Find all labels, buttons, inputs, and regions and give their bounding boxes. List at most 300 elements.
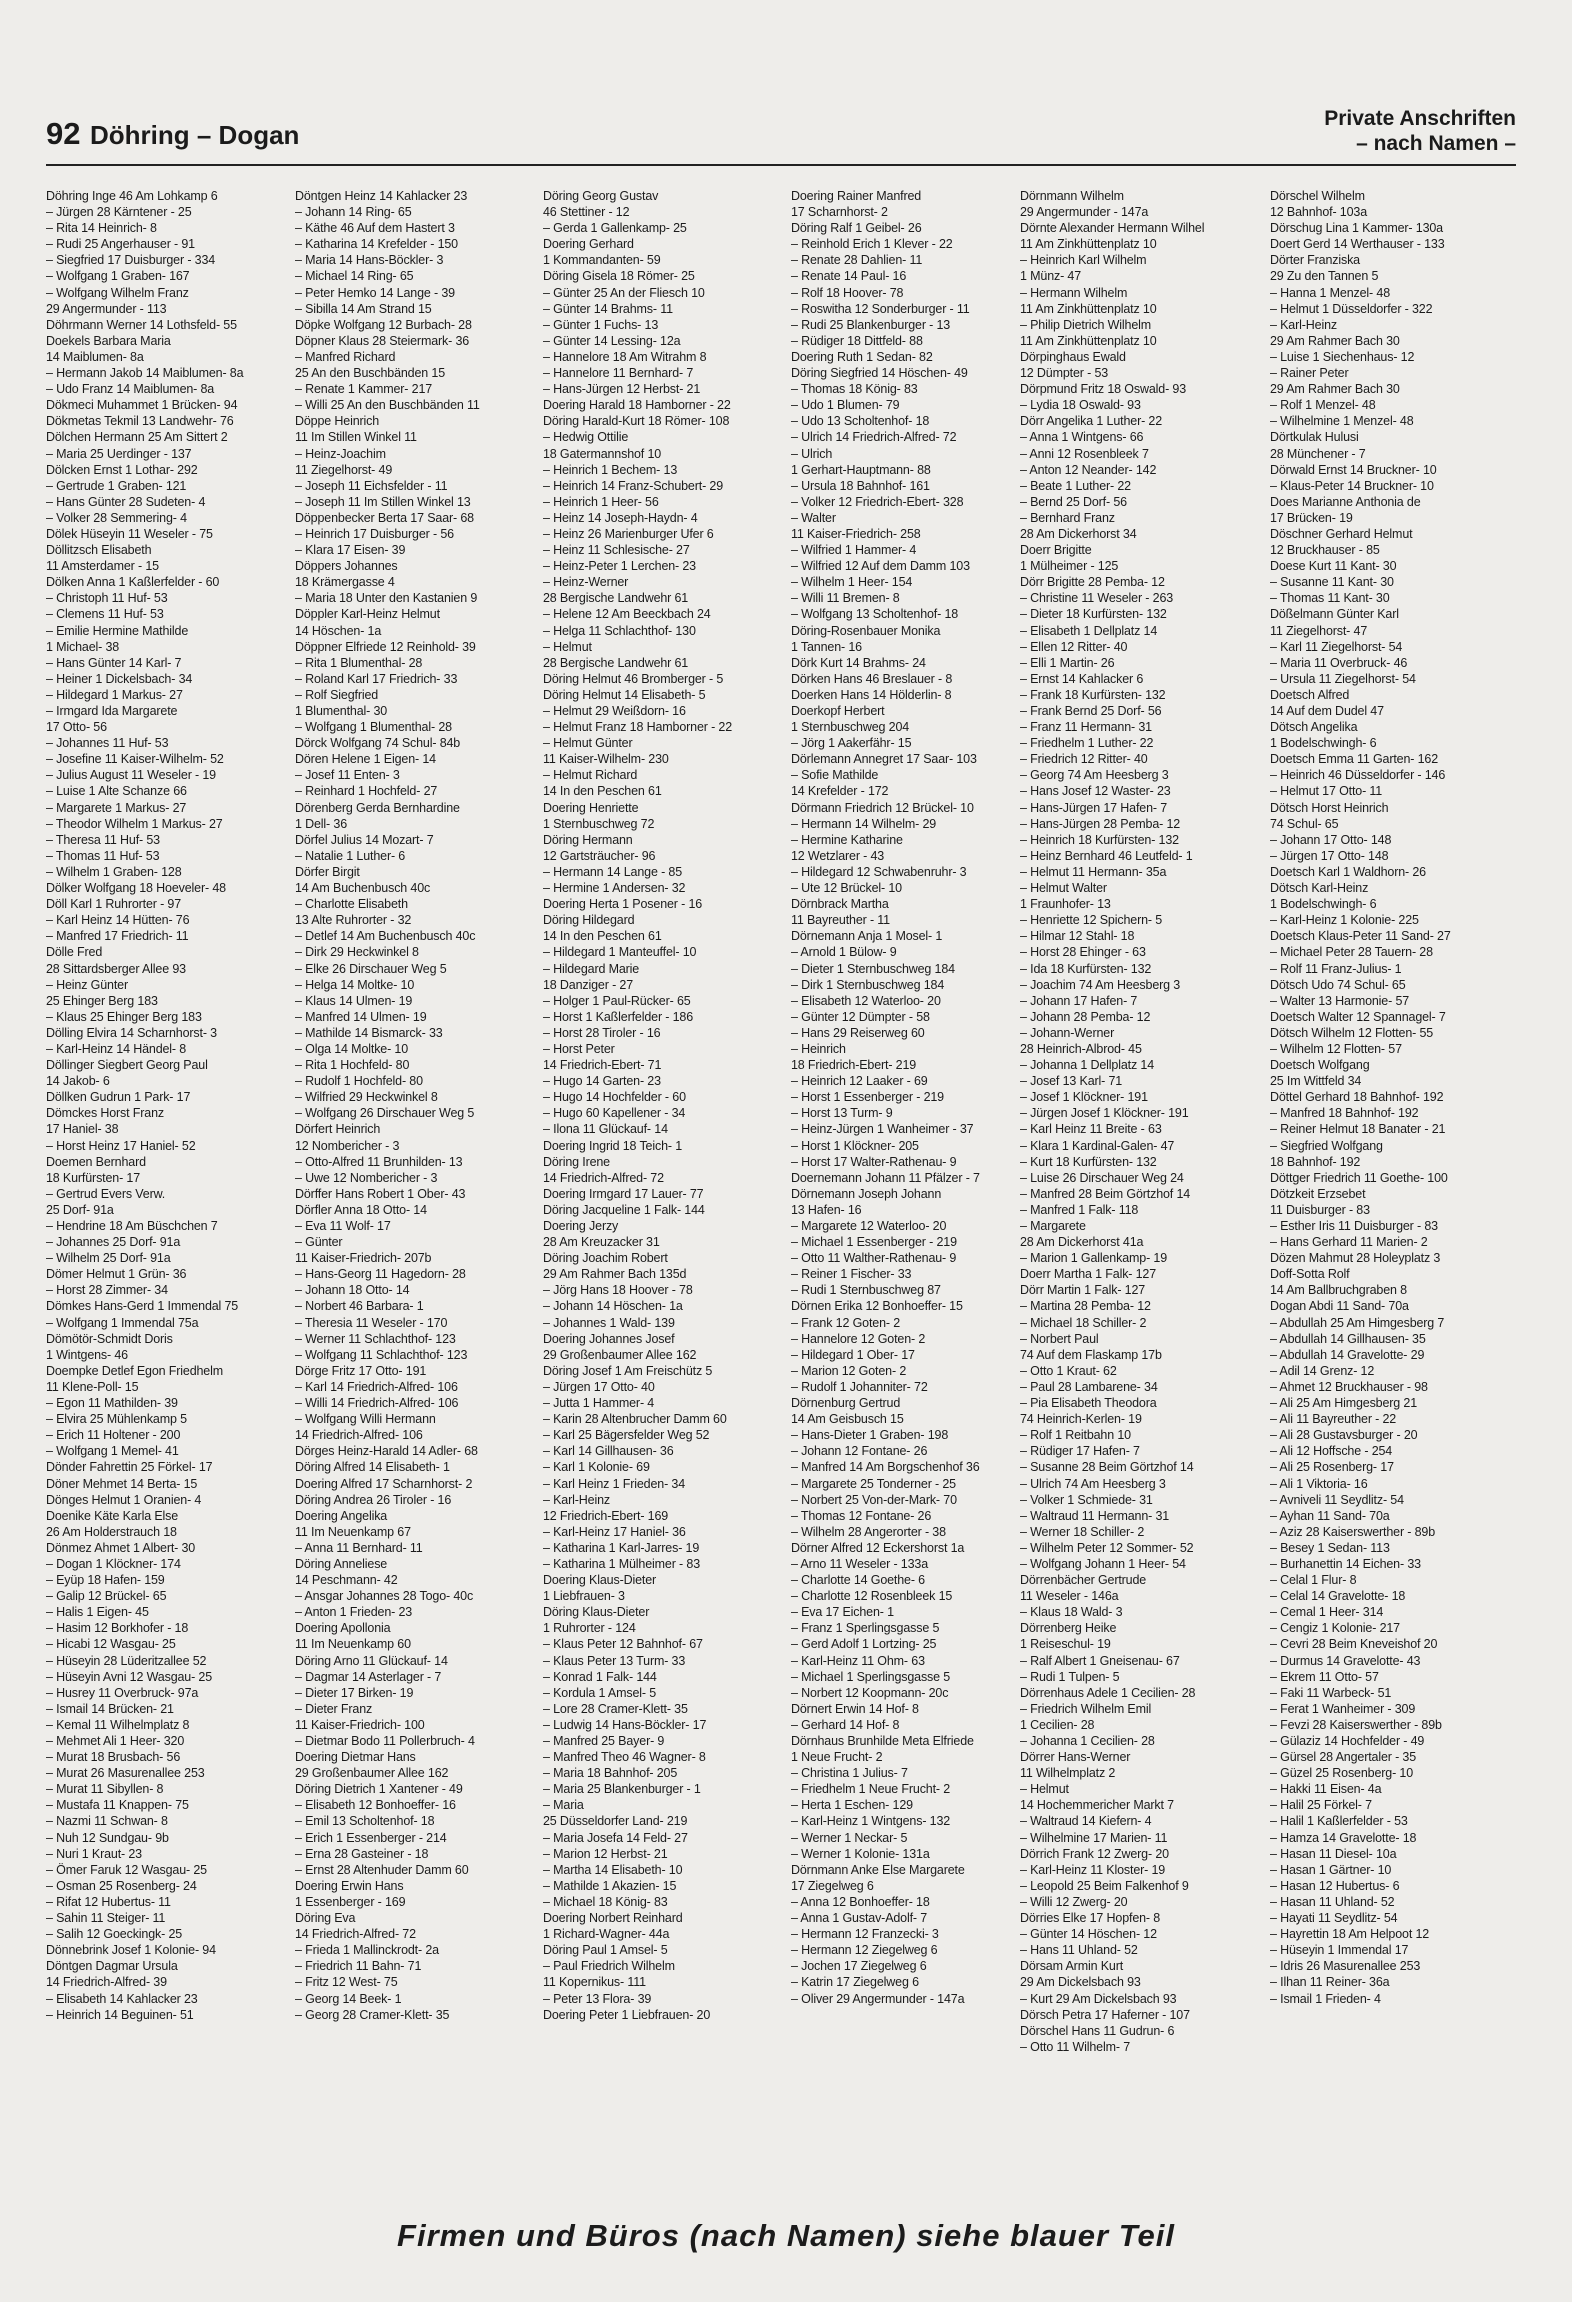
directory-entry: – Hugo 14 Garten- 23 bbox=[543, 1074, 661, 1089]
directory-entry: Döttger Friedrich 11 Goethe- 100 bbox=[1270, 1170, 1448, 1185]
directory-entry: Dörlemann Annegret 17 Saar- 103 bbox=[791, 752, 977, 767]
directory-entry: Döring Siegfried 14 Höschen- 49 bbox=[791, 366, 968, 381]
directory-entry: – Ilhan 11 Reiner- 36a bbox=[1270, 1975, 1390, 1990]
directory-entry: – Willi 14 Friedrich-Alfred- 106 bbox=[295, 1396, 459, 1411]
directory-entry: 1 Tannen- 16 bbox=[791, 639, 862, 654]
directory-entry: 11 Kaiser-Friedrich- 100 bbox=[295, 1717, 425, 1732]
directory-entry: – Hans-Jürgen 17 Hafen- 7 bbox=[1020, 800, 1168, 815]
directory-entry: – Maria Josefa 14 Feld- 27 bbox=[543, 1830, 688, 1845]
directory-entry: Dölek Hüseyin 11 Weseler - 75 bbox=[46, 526, 213, 541]
directory-entry: – Karl 11 Ziegelhorst- 54 bbox=[1270, 639, 1403, 654]
directory-entry: Doetsch Alfred bbox=[1270, 687, 1350, 702]
directory-entry: – Eva 17 Eichen- 1 bbox=[791, 1605, 894, 1620]
directory-entry: – Lore 28 Cramer-Klett- 35 bbox=[543, 1701, 688, 1716]
directory-entry: Doering Gerhard bbox=[543, 237, 634, 252]
directory-entry: – Karl Heinz 1 Frieden- 34 bbox=[543, 1476, 686, 1491]
directory-entry: 14 Friedrich-Alfred- 72 bbox=[295, 1927, 416, 1942]
directory-entry: 11 Am Zinkhüttenplatz 10 bbox=[1020, 301, 1157, 316]
directory-entry: – Karl Heinz 11 Breite - 63 bbox=[1020, 1122, 1162, 1137]
directory-entry: – Ilona 11 Glückauf- 14 bbox=[543, 1122, 668, 1137]
directory-entry: 17 Brücken- 19 bbox=[1270, 510, 1353, 525]
directory-entry: Döring Arno 11 Glückauf- 14 bbox=[295, 1653, 448, 1668]
directory-entry: – Norbert 46 Barbara- 1 bbox=[295, 1299, 424, 1314]
directory-entry: Döring Alfred 14 Elisabeth- 1 bbox=[295, 1460, 450, 1475]
directory-entry: – Maria 14 Hans-Böckler- 3 bbox=[295, 253, 444, 268]
directory-entry: – Charlotte 12 Rosenbleek 15 bbox=[791, 1589, 953, 1604]
directory-entry: – Wolfgang 26 Dirschauer Weg 5 bbox=[295, 1106, 475, 1121]
directory-entry: – Rudolf 1 Hochfeld- 80 bbox=[295, 1074, 423, 1089]
directory-entry: – Helmut Richard bbox=[543, 768, 638, 783]
directory-entry: – Ali 25 Am Himgesberg 21 bbox=[1270, 1396, 1418, 1411]
directory-entry: – Friedrich Wilhelm Emil bbox=[1020, 1701, 1152, 1716]
directory-entry: – Elisabeth 14 Kahlacker 23 bbox=[46, 1991, 198, 2006]
directory-entry: – Gerhard 14 Hof- 8 bbox=[791, 1717, 900, 1732]
directory-entry: – Ute 12 Brückel- 10 bbox=[791, 881, 902, 896]
directory-entry: – Osman 25 Rosenberg- 24 bbox=[46, 1878, 197, 1893]
directory-entry: Doering Jerzy bbox=[543, 1219, 619, 1233]
directory-entry: – Luise 26 Dirschauer Weg 24 bbox=[1020, 1170, 1184, 1185]
directory-entry: Dötsch Wilhelm 12 Flotten- 55 bbox=[1270, 1025, 1434, 1040]
directory-entry: – Ulrich bbox=[791, 446, 833, 461]
directory-entry: – Wilhelm 1 Graben- 128 bbox=[46, 864, 182, 879]
directory-entry: – Wolfgang 13 Scholtenhof- 18 bbox=[791, 607, 959, 622]
directory-entry: – Hans Günter 28 Sudeten- 4 bbox=[46, 494, 206, 509]
directory-entry: Dölken Anna 1 Kaßlerfelder - 60 bbox=[46, 575, 220, 590]
directory-entry: 12 Bruckhauser - 85 bbox=[1270, 543, 1380, 558]
directory-entry: – Jürgen Josef 1 Klöckner- 191 bbox=[1020, 1106, 1189, 1121]
directory-entry: – Anna 11 Bernhard- 11 bbox=[295, 1540, 423, 1555]
directory-entry: Dörner Alfred 12 Eckershorst 1a bbox=[791, 1540, 965, 1555]
directory-entry: – Franz 11 Hermann- 31 bbox=[1020, 720, 1152, 735]
directory-entry: – Karl-Heinz 1 Wintgens- 132 bbox=[791, 1814, 951, 1829]
directory-entry: Dötsch Karl-Heinz bbox=[1270, 881, 1369, 896]
directory-entry: – Luise 1 Alte Schanze 66 bbox=[46, 784, 187, 799]
directory-entry: – Wilfried 1 Hammer- 4 bbox=[791, 543, 917, 558]
directory-entry: – Marion 12 Goten- 2 bbox=[791, 1363, 907, 1378]
directory-entry: – Heinrich 17 Duisburger - 56 bbox=[295, 526, 454, 541]
directory-entry: – Wilhelm Peter 12 Sommer- 52 bbox=[1020, 1540, 1194, 1555]
directory-entry: – Ernst 14 Kahlacker 6 bbox=[1020, 671, 1144, 686]
directory-entry: – Johann 17 Otto- 148 bbox=[1270, 832, 1392, 847]
directory-entry: – Emil 13 Scholtenhof- 18 bbox=[295, 1814, 435, 1829]
directory-entry: Döntgen Heinz 14 Kahlacker 23 bbox=[295, 189, 468, 203]
directory-entry: Doering Klaus-Dieter bbox=[543, 1573, 657, 1588]
section-title-line1: Private Anschriften bbox=[1324, 107, 1516, 130]
page-header bbox=[46, 102, 1516, 164]
directory-entry: Dörfert Heinrich bbox=[295, 1122, 381, 1137]
directory-entry: – Theodor Wilhelm 1 Markus- 27 bbox=[46, 816, 223, 831]
directory-entry: – Abdullah 14 Gravelotte- 29 bbox=[1270, 1347, 1425, 1362]
directory-entry: 1 Liebfrauen- 3 bbox=[543, 1589, 625, 1604]
directory-entry: – Arnold 1 Bülow- 9 bbox=[791, 945, 897, 960]
directory-entry: – Sibilla 14 Am Strand 15 bbox=[295, 301, 432, 316]
directory-entry: – Johann 28 Pemba- 12 bbox=[1020, 1009, 1151, 1024]
directory-entry: – Wilhelm 1 Heer- 154 bbox=[791, 575, 913, 590]
directory-entry: – Erich 11 Holtener - 200 bbox=[46, 1428, 181, 1443]
directory-entry: Döring Gisela 18 Römer- 25 bbox=[543, 269, 695, 284]
directory-entry: – Ali 1 Viktoria- 16 bbox=[1270, 1476, 1368, 1491]
directory-entry: 29 Am Rahmer Bach 30 bbox=[1270, 333, 1400, 348]
directory-entry: Döring Hildegard bbox=[543, 913, 635, 928]
directory-entry: – Celal 14 Gravelotte- 18 bbox=[1270, 1589, 1406, 1604]
directory-entry: – Katharina 1 Karl-Jarres- 19 bbox=[543, 1540, 700, 1555]
directory-entry: – Henriette 12 Spichern- 5 bbox=[1020, 913, 1163, 928]
directory-entry: – Sahin 11 Steiger- 11 bbox=[46, 1911, 166, 1926]
directory-entry: Döring Hermann bbox=[543, 832, 633, 847]
directory-entry: – Helmut Günter bbox=[543, 736, 633, 751]
directory-entry: – Hasan 1 Gärtner- 10 bbox=[1270, 1862, 1392, 1877]
directory-entry: Doetsch Emma 11 Garten- 162 bbox=[1270, 752, 1439, 767]
directory-entry: – Anton 1 Frieden- 23 bbox=[295, 1605, 413, 1620]
directory-entry: – Heinrich 46 Düsseldorfer - 146 bbox=[1270, 768, 1446, 783]
directory-entry: Dömckes Horst Franz bbox=[46, 1106, 165, 1121]
directory-entry: – Georg 74 Am Heesberg 3 bbox=[1020, 768, 1169, 783]
directory-entry: – Wolfgang 1 Blumenthal- 28 bbox=[295, 720, 452, 735]
directory-entry: – Fevzi 28 Kaiserswerther - 89b bbox=[1270, 1717, 1442, 1732]
directory-entry: – Michael 1 Sperlingsgasse 5 bbox=[791, 1669, 951, 1684]
directory-entry: – Arno 11 Weseler - 133a bbox=[791, 1556, 928, 1571]
directory-entry: 29 Am Rahmer Bach 135d bbox=[543, 1267, 687, 1282]
directory-entry: – Heiner 1 Dickelsbach- 34 bbox=[46, 671, 193, 686]
directory-entry: – Georg 28 Cramer-Klett- 35 bbox=[295, 2007, 450, 2022]
directory-entry: – Susanne 11 Kant- 30 bbox=[1270, 575, 1394, 590]
directory-entry: 13 Hafen- 16 bbox=[791, 1202, 862, 1217]
directory-entry: 18 Bahnhof- 192 bbox=[1270, 1154, 1361, 1169]
directory-entry: Dötsch Horst Heinrich bbox=[1270, 800, 1389, 815]
directory-entry: Dörwald Ernst 14 Bruckner- 10 bbox=[1270, 462, 1437, 477]
directory-entry: – Heinrich 1 Bechem- 13 bbox=[543, 462, 678, 477]
directory-entry: Doering Irmgard 17 Lauer- 77 bbox=[543, 1186, 704, 1201]
directory-entry: – Günter 25 An der Fliesch 10 bbox=[543, 285, 705, 300]
directory-entry: – Fritz 12 West- 75 bbox=[295, 1975, 398, 1990]
directory-entry: – Hildegard 1 Ober- 17 bbox=[791, 1347, 915, 1362]
directory-entry: 12 Nombericher - 3 bbox=[295, 1138, 400, 1153]
directory-entry: Dörpinghaus Ewald bbox=[1020, 349, 1126, 364]
directory-entry: – Otto 1 Kraut- 62 bbox=[1020, 1363, 1117, 1378]
directory-entry: – Horst 28 Zimmer- 34 bbox=[46, 1283, 168, 1298]
directory-entry: – Manfred Theo 46 Wagner- 8 bbox=[543, 1750, 706, 1765]
directory-entry: – Charlotte Elisabeth bbox=[295, 897, 408, 912]
directory-entry: – Hilmar 12 Stahl- 18 bbox=[1020, 929, 1135, 944]
directory-entry: – Hugo 60 Kapellener - 34 bbox=[543, 1106, 686, 1121]
directory-entry: – Anna 1 Gustav-Adolf- 7 bbox=[791, 1911, 928, 1926]
directory-entry: – Mathilde 1 Akazien- 15 bbox=[543, 1878, 677, 1893]
directory-entry: – Kurt 18 Kurfürsten- 132 bbox=[1020, 1154, 1157, 1169]
directory-entry: – Horst 1 Klöckner- 205 bbox=[791, 1138, 919, 1153]
directory-entry: 11 Kaiser-Friedrich- 207b bbox=[295, 1251, 432, 1266]
directory-entry: – Rainer Peter bbox=[1270, 366, 1349, 381]
directory-entry: – Hildegard Marie bbox=[543, 961, 640, 976]
directory-entry: Doempke Detlef Egon Friedhelm bbox=[46, 1363, 223, 1378]
directory-entry: – Joseph 11 Im Stillen Winkel 13 bbox=[295, 494, 471, 509]
directory-entry: – Otto-Alfred 11 Brunhilden- 13 bbox=[295, 1154, 463, 1169]
directory-entry: – Roland Karl 17 Friedrich- 33 bbox=[295, 671, 458, 686]
directory-entry: Döring Georg Gustav bbox=[543, 189, 659, 203]
directory-entry: – Aziz 28 Kaiserswerther - 89b bbox=[1270, 1524, 1436, 1539]
directory-entry: – Gertrud Evers Verw. bbox=[46, 1186, 166, 1201]
directory-entry: 11 Kopernikus- 111 bbox=[543, 1975, 646, 1990]
directory-entry: – Hermann 14 Wilhelm- 29 bbox=[791, 816, 937, 831]
directory-entry: 28 Bergische Landwehr 61 bbox=[543, 655, 689, 670]
directory-entry: Doenike Käte Karla Else bbox=[46, 1508, 179, 1523]
directory-entry: Doering Ingrid 18 Teich- 1 bbox=[543, 1138, 683, 1153]
directory-entry: 11 Klene-Poll- 15 bbox=[46, 1379, 139, 1394]
directory-entry: Doering Dietmar Hans bbox=[295, 1750, 416, 1765]
directory-entry: – Michael 18 König- 83 bbox=[543, 1894, 668, 1909]
directory-entry: – Johann 14 Ring- 65 bbox=[295, 205, 412, 220]
directory-columns bbox=[46, 188, 1516, 2190]
directory-entry: – Klara 1 Kardinal-Galen- 47 bbox=[1020, 1138, 1175, 1153]
directory-entry: Döntgen Dagmar Ursula bbox=[46, 1959, 178, 1974]
directory-entry: – Willi 12 Zwerg- 20 bbox=[1020, 1894, 1128, 1909]
directory-entry: 25 Düsseldorfer Land- 219 bbox=[543, 1814, 688, 1829]
directory-entry: Döhrmann Werner 14 Lothsfeld- 55 bbox=[46, 317, 237, 332]
directory-entry: – Holger 1 Paul-Rücker- 65 bbox=[543, 993, 691, 1008]
directory-entry: Döner Mehmet 14 Berta- 15 bbox=[46, 1476, 198, 1491]
directory-entry: Döllinger Siegbert Georg Paul bbox=[46, 1058, 208, 1073]
directory-entry: – Wolfgang 1 Memel- 41 bbox=[46, 1444, 179, 1459]
directory-entry: – Ferat 1 Wanheimer - 309 bbox=[1270, 1701, 1416, 1716]
header-rule bbox=[46, 164, 1516, 166]
directory-entry: Doering Henriette bbox=[543, 800, 639, 815]
directory-entry: – Hermann 12 Ziegelweg 6 bbox=[791, 1943, 938, 1958]
directory-entry: Doering Angelika bbox=[295, 1508, 388, 1523]
directory-entry: Dörges Heinz-Harald 14 Adler- 68 bbox=[295, 1444, 478, 1459]
directory-entry: Doering Ruth 1 Sedan- 82 bbox=[791, 349, 933, 364]
directory-entry: – Halis 1 Eigen- 45 bbox=[46, 1605, 149, 1620]
directory-entry: – Hermann 12 Franzecki- 3 bbox=[791, 1927, 939, 1942]
directory-entry: – Abdullah 14 Gillhausen- 35 bbox=[1270, 1331, 1426, 1346]
directory-entry: – Nazmi 11 Schwan- 8 bbox=[46, 1814, 168, 1829]
directory-entry: – Michael 14 Ring- 65 bbox=[295, 269, 414, 284]
directory-entry: Doert Gerd 14 Werthauser - 133 bbox=[1270, 237, 1445, 252]
directory-entry: Doekels Barbara Maria bbox=[46, 333, 171, 348]
directory-entry: – Beate 1 Luther- 22 bbox=[1020, 478, 1131, 493]
directory-entry: – Gerd Adolf 1 Lortzing- 25 bbox=[791, 1637, 937, 1652]
directory-entry: 14 Hochemmericher Markt 7 bbox=[1020, 1798, 1174, 1813]
directory-entry: – Dirk 1 Sternbuschweg 184 bbox=[791, 977, 945, 992]
directory-entry: – Udo 13 Scholtenhof- 18 bbox=[791, 414, 930, 429]
directory-entry: Döppe Heinrich bbox=[295, 414, 380, 429]
directory-entry: – Hasan 12 Hubertus- 6 bbox=[1270, 1878, 1400, 1893]
directory-entry: Doetsch Walter 12 Spannagel- 7 bbox=[1270, 1009, 1446, 1024]
directory-entry: – Wolfgang Johann 1 Heer- 54 bbox=[1020, 1556, 1186, 1571]
directory-entry: – Helmut Walter bbox=[1020, 881, 1107, 896]
directory-entry: 14 Am Buchenbusch 40c bbox=[295, 881, 431, 896]
directory-entry: – Eyüp 18 Hafen- 159 bbox=[46, 1573, 165, 1588]
directory-entry: – Ali 11 Bayreuther - 22 bbox=[1270, 1412, 1397, 1427]
directory-entry: Dörfel Julius 14 Mozart- 7 bbox=[295, 832, 434, 847]
directory-entry: – Klaus 18 Wald- 3 bbox=[1020, 1605, 1123, 1620]
directory-entry: Dörrenbächer Gertrude bbox=[1020, 1573, 1147, 1588]
directory-entry: – Willi 25 An den Buschbänden 11 bbox=[295, 398, 480, 413]
directory-entry: Döring Ralf 1 Geibel- 26 bbox=[791, 221, 922, 236]
directory-entry: 17 Ziegelweg 6 bbox=[791, 1878, 874, 1893]
directory-entry: – Wolfgang 1 Graben- 167 bbox=[46, 269, 190, 284]
directory-entry: Dörrenhaus Adele 1 Cecilien- 28 bbox=[1020, 1685, 1196, 1700]
directory-entry: 11 Am Zinkhüttenplatz 10 bbox=[1020, 333, 1157, 348]
directory-entry: – Volker 1 Schmiede- 31 bbox=[1020, 1492, 1153, 1507]
directory-entry: – Helga 11 Schlachthof- 130 bbox=[543, 623, 696, 638]
directory-entry: – Waltraud 14 Kiefern- 4 bbox=[1020, 1814, 1152, 1829]
directory-entry: Dörnemann Anja 1 Mosel- 1 bbox=[791, 929, 943, 944]
directory-entry: Doese Kurt 11 Kant- 30 bbox=[1270, 559, 1397, 574]
directory-entry: Döring Harald-Kurt 18 Römer- 108 bbox=[543, 414, 730, 429]
directory-entry: – Hans-Dieter 1 Graben- 198 bbox=[791, 1428, 949, 1443]
directory-entry: – Mustafa 11 Knappen- 75 bbox=[46, 1798, 189, 1813]
directory-entry: – Klaus 25 Ehinger Berg 183 bbox=[46, 1009, 202, 1024]
directory-entry: – Johannes 25 Dorf- 91a bbox=[46, 1235, 181, 1250]
directory-entry: 1 Sternbuschweg 72 bbox=[543, 816, 655, 831]
directory-entry: – Heinz-Werner bbox=[543, 575, 629, 590]
directory-entry: Dörnmann Anke Else Margarete bbox=[791, 1862, 965, 1877]
directory-entry: 25 Ehinger Berg 183 bbox=[46, 993, 158, 1008]
directory-entry: – Horst 17 Walter-Rathenau- 9 bbox=[791, 1154, 957, 1169]
directory-entry: – Bernhard Franz bbox=[1020, 510, 1115, 525]
directory-entry: – Lydia 18 Oswald- 93 bbox=[1020, 398, 1141, 413]
section-title bbox=[1324, 106, 1516, 156]
directory-entry: – Manfred 14 Ulmen- 19 bbox=[295, 1009, 427, 1024]
directory-entry: Doernemann Johann 11 Pfälzer - 7 bbox=[791, 1170, 980, 1185]
directory-entry: – Thomas 18 König- 83 bbox=[791, 382, 918, 397]
directory-entry: 14 In den Peschen 61 bbox=[543, 784, 662, 799]
directory-entry: Döpke Wolfgang 12 Burbach- 28 bbox=[295, 317, 472, 332]
directory-entry: – Jürgen 28 Kärntener - 25 bbox=[46, 205, 192, 220]
directory-entry: – Wilhelm 12 Flotten- 57 bbox=[1270, 1041, 1402, 1056]
directory-entry: – Günter 1 Fuchs- 13 bbox=[543, 317, 659, 332]
directory-entry: – Philip Dietrich Wilhelm bbox=[1020, 317, 1152, 332]
directory-entry: – Christina 1 Julius- 7 bbox=[791, 1766, 908, 1781]
directory-entry: Döhring Inge 46 Am Lohkamp 6 bbox=[46, 189, 218, 203]
directory-entry: – Jürgen 17 Otto- 148 bbox=[1270, 848, 1389, 863]
directory-entry: – Pia Elisabeth Theodora bbox=[1020, 1396, 1157, 1411]
directory-entry: Dörfler Anna 18 Otto- 14 bbox=[295, 1202, 427, 1217]
directory-entry: 13 Alte Ruhrorter - 32 bbox=[295, 913, 412, 928]
directory-entry: – Johannes 1 Wald- 139 bbox=[543, 1315, 675, 1330]
directory-entry: – Gertrude 1 Graben- 121 bbox=[46, 478, 187, 493]
directory-entry: – Hendrine 18 Am Büschchen 7 bbox=[46, 1219, 218, 1233]
directory-entry: – Esther Iris 11 Duisburger - 83 bbox=[1270, 1219, 1438, 1233]
directory-entry: – Anna 1 Wintgens- 66 bbox=[1020, 430, 1144, 445]
directory-entry: Dörge Fritz 17 Otto- 191 bbox=[295, 1363, 427, 1378]
directory-entry: – Husrey 11 Overbruck- 97a bbox=[46, 1685, 199, 1700]
directory-entry: 28 Bergische Landwehr 61 bbox=[543, 591, 689, 606]
directory-entry: – Natalie 1 Luther- 6 bbox=[295, 848, 406, 863]
directory-entry: Doetsch Wolfgang bbox=[1270, 1058, 1370, 1073]
directory-entry: – Karl-Heinz bbox=[543, 1492, 610, 1507]
directory-entry: – Werner 11 Schlachthof- 123 bbox=[295, 1331, 456, 1346]
directory-entry: – Konrad 1 Falk- 144 bbox=[543, 1669, 657, 1684]
directory-entry: Doetsch Karl 1 Waldhorn- 26 bbox=[1270, 864, 1426, 879]
directory-entry: – Martha 14 Elisabeth- 10 bbox=[543, 1862, 683, 1877]
directory-entry: – Hildegard 1 Markus- 27 bbox=[46, 687, 183, 702]
directory-entry: – Burhanettin 14 Eichen- 33 bbox=[1270, 1556, 1421, 1571]
directory-entry: – Hamza 14 Gravelotte- 18 bbox=[1270, 1830, 1417, 1845]
directory-entry: Döring Josef 1 Am Freischütz 5 bbox=[543, 1363, 713, 1378]
directory-entry: – Ernst 28 Altenhuder Damm 60 bbox=[295, 1862, 469, 1877]
directory-entry: – Heinrich 12 Laaker - 69 bbox=[791, 1074, 928, 1089]
directory-entry: – Karin 28 Altenbrucher Damm 60 bbox=[543, 1412, 727, 1427]
directory-entry: – Jutta 1 Hammer- 4 bbox=[543, 1396, 655, 1411]
directory-entry: – Heinrich Karl Wilhelm bbox=[1020, 253, 1147, 268]
directory-entry: 17 Scharnhorst- 2 bbox=[791, 205, 888, 220]
directory-entry: – Ellen 12 Ritter- 40 bbox=[1020, 639, 1128, 654]
directory-entry: – Hermann Jakob 14 Maiblumen- 8a bbox=[46, 366, 244, 381]
directory-entry: – Ahmet 12 Bruckhauser - 98 bbox=[1270, 1379, 1428, 1394]
directory-entry: Döll Karl 1 Ruhrorter - 97 bbox=[46, 897, 182, 912]
directory-entry: – Christine 11 Weseler - 263 bbox=[1020, 591, 1174, 606]
directory-entry: – Heinrich 18 Kurfürsten- 132 bbox=[1020, 832, 1179, 847]
directory-entry: – Charlotte 14 Goethe- 6 bbox=[791, 1573, 925, 1588]
directory-entry: – Uwe 12 Nombericher - 3 bbox=[295, 1170, 438, 1185]
directory-entry: – Ali 25 Rosenberg- 17 bbox=[1270, 1460, 1394, 1475]
directory-entry: Dörffer Hans Robert 1 Ober- 43 bbox=[295, 1186, 466, 1201]
directory-entry: 74 Schul- 65 bbox=[1270, 816, 1339, 831]
directory-entry: – Ismail 14 Brücken- 21 bbox=[46, 1701, 174, 1716]
directory-entry: – Elke 26 Dirschauer Weg 5 bbox=[295, 961, 447, 976]
directory-entry: – Johann 14 Höschen- 1a bbox=[543, 1299, 683, 1314]
directory-entry: – Josef 11 Enten- 3 bbox=[295, 768, 400, 783]
directory-entry: – Rudi 25 Blankenburger - 13 bbox=[791, 317, 951, 332]
directory-entry: Dönder Fahrettin 25 Förkel- 17 bbox=[46, 1460, 213, 1475]
directory-entry: Dörrer Hans-Werner bbox=[1020, 1750, 1131, 1765]
directory-entry: 18 Gatermannshof 10 bbox=[543, 446, 662, 461]
directory-entry: – Elvira 25 Mühlenkamp 5 bbox=[46, 1412, 187, 1427]
directory-entry: – Wolfgang 11 Schlachthof- 123 bbox=[295, 1347, 468, 1362]
directory-entry: – Wilhelm 28 Angerorter - 38 bbox=[791, 1524, 946, 1539]
directory-entry: – Helmut bbox=[543, 639, 592, 654]
directory-entry: 17 Haniel- 38 bbox=[46, 1122, 119, 1137]
directory-entry: Dörnert Erwin 14 Hof- 8 bbox=[791, 1701, 919, 1716]
directory-entry: – Margarete bbox=[1020, 1219, 1086, 1233]
directory-entry: – Faki 11 Warbeck- 51 bbox=[1270, 1685, 1392, 1700]
directory-entry: – Udo 1 Blumen- 79 bbox=[791, 398, 900, 413]
directory-entry: – Franz 1 Sperlingsgasse 5 bbox=[791, 1621, 940, 1636]
directory-entry: – Wolfgang Willi Hermann bbox=[295, 1412, 436, 1427]
directory-entry: – Abdullah 25 Am Himgesberg 7 bbox=[1270, 1315, 1445, 1330]
directory-entry: – Johanna 1 Dellplatz 14 bbox=[1020, 1058, 1154, 1073]
directory-entry: – Hugo 14 Hochfelder - 60 bbox=[543, 1090, 686, 1105]
directory-entry: 14 Höschen- 1a bbox=[295, 623, 382, 638]
directory-entry: Döring-Rosenbauer Monika bbox=[791, 623, 941, 638]
directory-entry: – Karl 25 Bägersfelder Weg 52 bbox=[543, 1428, 710, 1443]
directory-entry: 11 Ziegelhorst- 49 bbox=[295, 462, 393, 477]
directory-entry: – Heinz 11 Schlesische- 27 bbox=[543, 543, 690, 558]
directory-entry: – Hans-Georg 11 Hagedorn- 28 bbox=[295, 1267, 466, 1282]
directory-entry: – Leopold 25 Beim Falkenhof 9 bbox=[1020, 1878, 1189, 1893]
directory-column-3 bbox=[543, 188, 783, 2190]
directory-entry: – Hermine 1 Andersen- 32 bbox=[543, 881, 686, 896]
directory-entry: – Karl 14 Friedrich-Alfred- 106 bbox=[295, 1379, 458, 1394]
directory-entry: 1 Mülheimer - 125 bbox=[1020, 559, 1119, 574]
directory-entry: – Ludwig 14 Hans-Böckler- 17 bbox=[543, 1717, 707, 1732]
directory-entry: – Rita 1 Blumenthal- 28 bbox=[295, 655, 423, 670]
directory-entry: – Horst Heinz 17 Haniel- 52 bbox=[46, 1138, 196, 1153]
directory-entry: – Heinz Günter bbox=[46, 977, 128, 992]
directory-entry: Dözen Mahmut 28 Holeyplatz 3 bbox=[1270, 1251, 1441, 1266]
directory-entry: – Klaus 14 Ulmen- 19 bbox=[295, 993, 413, 1008]
directory-entry: – Hans Josef 12 Waster- 23 bbox=[1020, 784, 1171, 799]
directory-entry: – Ulrich 14 Friedrich-Alfred- 72 bbox=[791, 430, 957, 445]
directory-entry: – Paul 28 Lambarene- 34 bbox=[1020, 1379, 1158, 1394]
directory-entry: Dößelmann Günter Karl bbox=[1270, 607, 1399, 622]
directory-entry: – Maria 25 Blankenburger - 1 bbox=[543, 1782, 701, 1797]
directory-entry: – Maria 25 Uerdinger - 137 bbox=[46, 446, 192, 461]
directory-entry: – Katrin 17 Ziegelweg 6 bbox=[791, 1975, 919, 1990]
directory-entry: – Joseph 11 Eichsfelder - 11 bbox=[295, 478, 448, 493]
directory-entry: – Maria 18 Bahnhof- 205 bbox=[543, 1766, 678, 1781]
directory-entry: 28 Sittardsberger Allee 93 bbox=[46, 961, 186, 976]
